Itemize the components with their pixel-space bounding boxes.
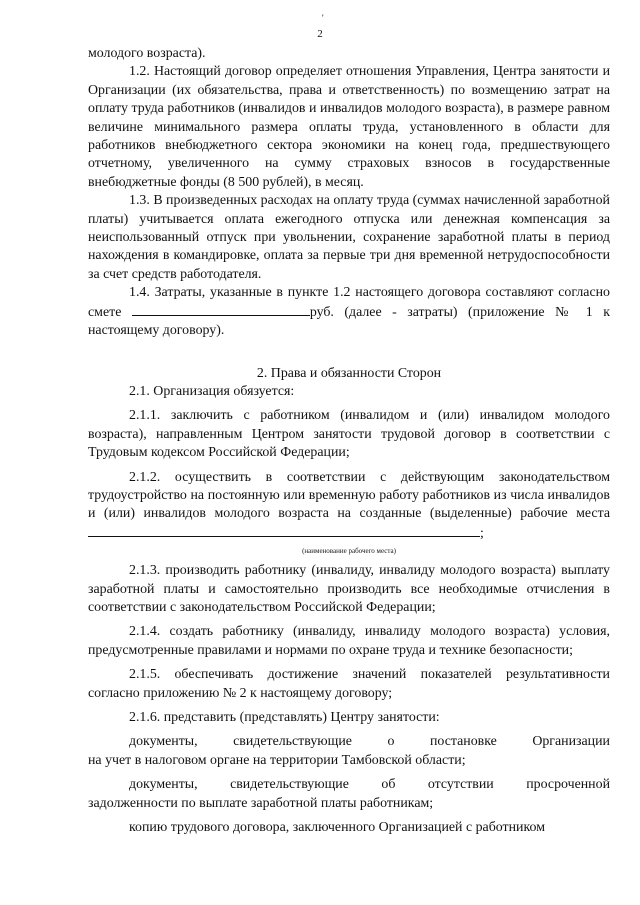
clause-2-1-2: [88, 469, 610, 544]
clause-2-1-5: 2.1.5. обеспечивать достижение значений показателей результативности согласно приложению № 2 к настоящему договору;: [88, 667, 610, 701]
word: о: [387, 734, 395, 750]
clause-2-1: 2.1. Организация обязуется:: [129, 383, 295, 399]
word: документы,: [129, 777, 198, 793]
word: просроченной: [526, 777, 610, 793]
documents-registration-line: [88, 733, 610, 751]
scan-mark: ': [322, 13, 324, 23]
word: отсутствии: [427, 777, 494, 793]
paragraph-continuation: молодого возраста).: [88, 46, 206, 61]
workplace-caption: (наименование рабочего места): [302, 547, 396, 556]
clause-2-1-2-end: ;: [480, 525, 484, 541]
clause-2-1-6: 2.1.6. представить (представлять) Центру занятости:: [129, 710, 440, 725]
documents-arrears-line: [88, 776, 610, 794]
word: свидетельствующие: [230, 777, 349, 793]
clause-1-2: 1.2. Настоящий договор определяет отношения Управления, Центра занятости и Организации (их обязательства, права и ответственность) по возмещению затрат на оплату труда работников (инвалидов и инвалидов молодого возраста), в размере равном величине минимального размера оплаты труда, установленного в области для работников внебюджетного сектора экономики на конец года, предшествующего отчетному, увеличенного на сумму страховых взносов в государственные внебюджетные фонды (8 500 рублей), в месяц.: [88, 64, 610, 190]
word: Организации: [532, 734, 610, 750]
employment-contract-copy-line: копию трудового договора, заключенного Организацией с работником: [129, 820, 545, 836]
clause-1-4: [88, 284, 610, 340]
document-body: [88, 45, 610, 837]
page-number: 2: [317, 28, 323, 40]
clause-2-1-4: 2.1.4. создать работнику (инвалиду, инвалиду молодого возраста) условия, предусмотренные правилами и нормами по охране труда и технике безопасности;: [88, 624, 610, 658]
estimate-blank-line: [132, 303, 310, 316]
word: свидетельствующие: [233, 734, 352, 750]
documents-registration-rest: на учет в налоговом органе на территории Тамбовской области;: [88, 752, 466, 768]
section-2-heading: 2. Права и обязанности Сторон: [256, 365, 442, 381]
clause-1-4-text: 1.4. Затраты, указанные в пункте 1.2 настоящего договора составляют согласно смете: [88, 285, 610, 320]
documents-arrears-rest: задолженности по выплате заработной платы работникам;: [88, 795, 434, 811]
word: постановке: [429, 734, 497, 750]
clause-2-1-1: 2.1.1. заключить с работником (инвалидом и (или) инвалидом молодого возраста), направленным Центром занятости трудовой договор в соответствии с Трудовым кодексом Российской Федерации;: [88, 408, 610, 461]
clause-1-4-tail: руб. (далее - затраты) (приложение № 1 к настоящему договору).: [88, 304, 610, 339]
clause-2-1-2-text: 2.1.2. осуществить в соответствии с действующим законодательством трудоустройство на постоянную или временную работу работников из числа инвалидов и (или) инвалидов молодого возраста на созданные (выделенные) рабочие места: [88, 469, 610, 522]
workplace-blank-line: [88, 524, 480, 537]
clause-1-3: 1.3. В произведенных расходах на оплату труда (суммах начисленной заработной платы) учитывается оплата ежегодного отпуска или денежная компенсация за неиспользованный отпуск при увольнении, сохранение заработной платы в период нахождения в командировке, оплата за первые три дня временной нетрудоспособности за счет средств работодателя.: [88, 193, 610, 282]
word: документы,: [129, 734, 198, 750]
word: об: [381, 777, 396, 793]
clause-2-1-3: 2.1.3. производить работнику (инвалиду, инвалиду молодого возраста) выплату заработной платы и самостоятельно производить все необходимые отчисления в соответствии с законодательством Российской Федерации;: [88, 563, 610, 615]
